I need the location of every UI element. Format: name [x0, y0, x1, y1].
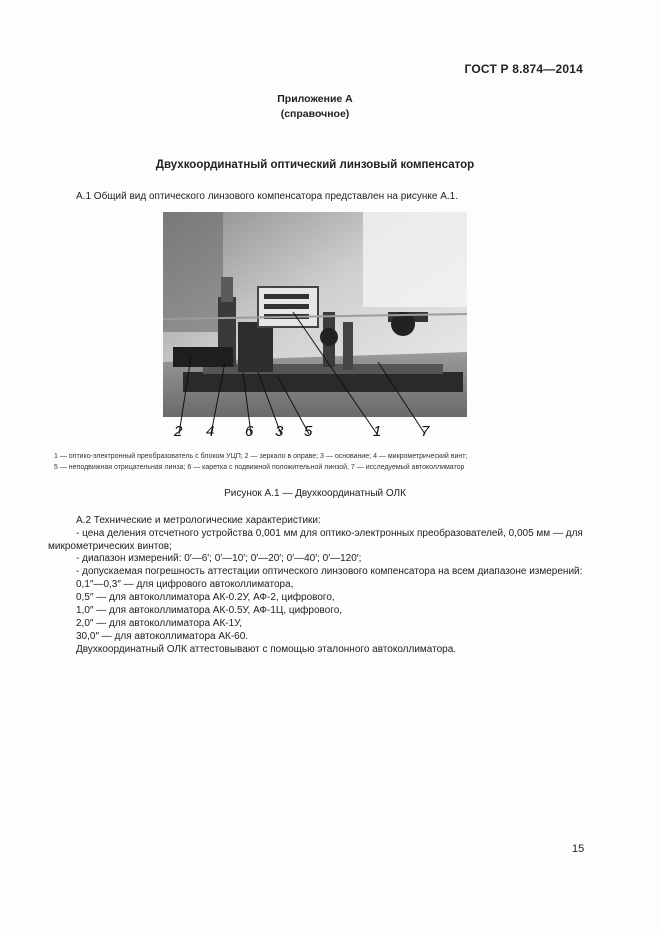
- callout-leaders: [163, 212, 473, 442]
- document-code: ГОСТ Р 8.874—2014: [464, 62, 583, 76]
- callout-label: 4: [206, 423, 215, 440]
- a2-line: - цена деления отсчетного устройства 0,001 мм для оптико-электронных преобразователей, 0,005 мм — для: [76, 528, 583, 539]
- callout-label: 3: [275, 423, 284, 440]
- annex-subtitle: (справочное): [280, 108, 350, 120]
- page-number: 15: [572, 843, 585, 855]
- a2-line: - диапазон измерений: 0′—6′; 0′—10′; 0′—20′; 0′—40′; 0′—120′;: [76, 553, 362, 564]
- figure-legend-line-2: 5 — неподвижная отрицательная линза; 6 — каретка с подвижной положительной линзой, 7 — исследуемый автоколлиматор: [54, 464, 465, 471]
- a2-line: Двухкоординатный ОЛК аттестовывают с помощью эталонного автоколлиматора.: [76, 644, 457, 655]
- a2-heading: А.2 Технические и метрологические характеристики:: [76, 515, 321, 526]
- figure-legend-line-1: 1 — оптико-электронный преобразователь с блоком УЦП; 2 — зеркало в оправе; 3 — основание; 4 — микрометрический винт;: [54, 453, 468, 460]
- annex-title: Приложение А: [277, 93, 353, 105]
- callout-label: 2: [174, 423, 183, 440]
- paragraph-a1: А.1 Общий вид оптического линзового компенсатора представлен на рисунке А.1.: [76, 191, 459, 202]
- a2-line: 0,1″—0,3″ — для цифрового автоколлиматора,: [76, 579, 294, 590]
- a2-line: 0,5″ — для автоколлиматора АК-0.2У, АФ-2, цифрового,: [76, 592, 335, 603]
- a2-line: 1,0″ — для автоколлиматора АК-0.5У, АФ-1Ц, цифрового,: [76, 605, 343, 616]
- callout-label: 5: [304, 423, 313, 440]
- callout-label: 6: [245, 423, 254, 440]
- callout-label: 7: [421, 423, 430, 440]
- annex-heading: [0, 92, 630, 122]
- callout-label: 1: [373, 423, 382, 440]
- a2-line: 2,0″ — для автоколлиматора АК-1У,: [76, 618, 242, 629]
- a2-line: - допускаемая погрешность аттестации оптического линзового компенсатора на всем диапазоне измерений:: [76, 566, 583, 577]
- figure-title: Рисунок А.1 — Двухкоординатный ОЛК: [224, 488, 406, 499]
- a2-line: 30,0″ — для автоколлиматора АК-60.: [76, 631, 249, 642]
- section-title: Двухкоординатный оптический линзовый компенсатор: [155, 159, 475, 171]
- a2-line: микрометрических винтов;: [48, 541, 172, 552]
